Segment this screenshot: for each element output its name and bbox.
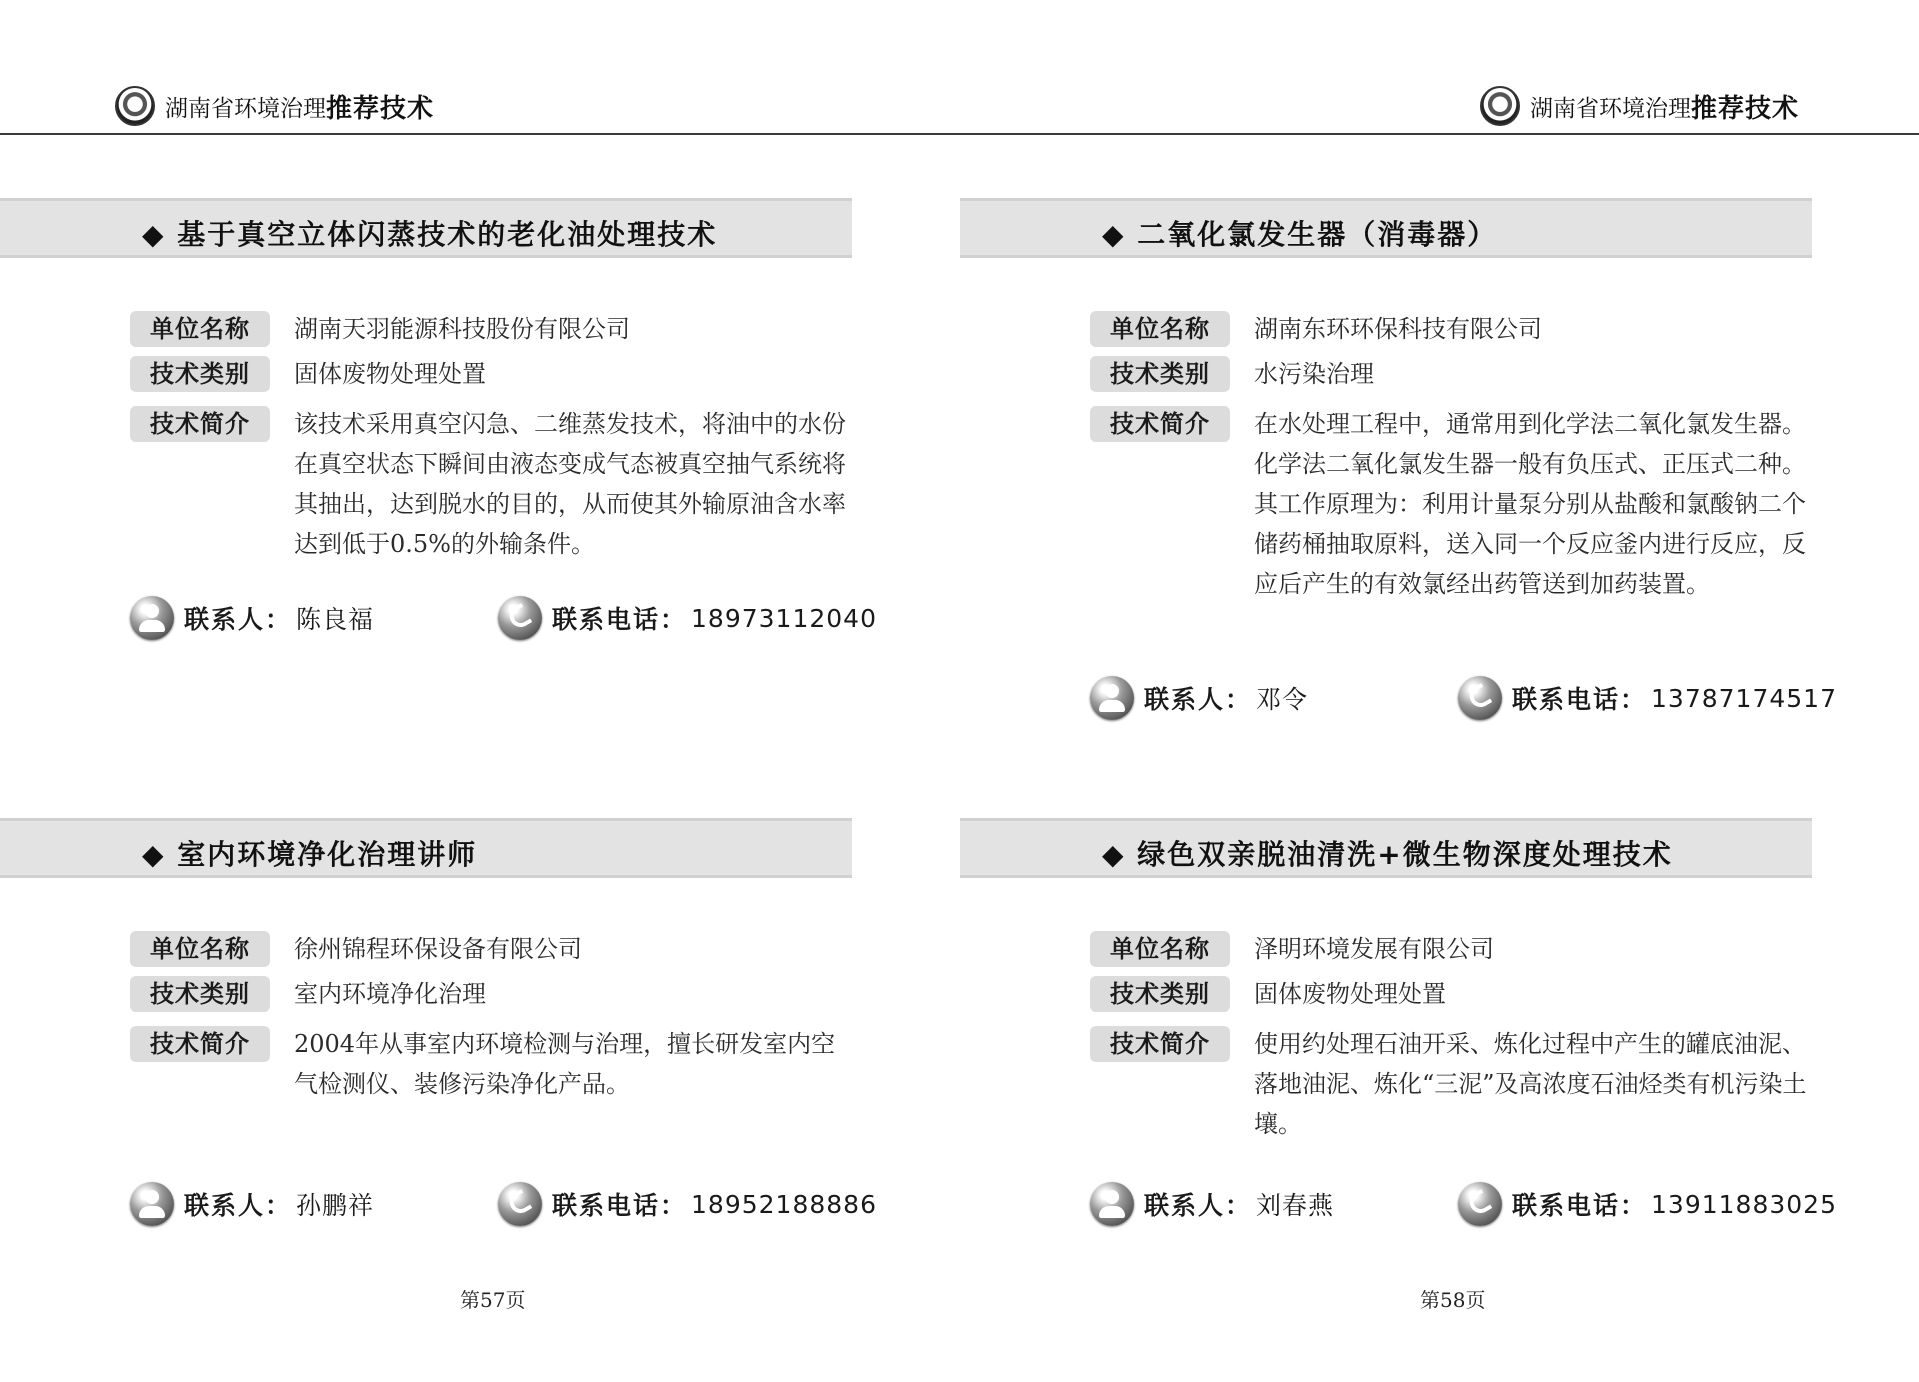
contact-phone-number: 13911883025 [1651,1189,1837,1219]
section-title: ◆ 绿色双亲脱油清洗+微生物深度处理技术 [1102,838,1673,871]
phone-group [1458,676,1837,720]
section-title: ◆ 室内环境净化治理讲师 [142,838,478,871]
contact-person-label: 联系人： [1144,685,1253,714]
phone-icon [1458,676,1502,720]
intro-row [130,406,859,564]
person-icon [1090,1182,1134,1226]
intro-row [130,1026,859,1104]
contact-phone-number: 13787174517 [1651,683,1837,713]
category-value: 水污染治理 [1254,360,1374,388]
phone-group [498,596,877,640]
category-label: 技术类别 [1090,976,1230,1012]
phone-group [498,1182,877,1226]
logo-icon [1480,86,1520,126]
tech-entry-4 [960,818,1860,1238]
category-row [1090,976,1446,1012]
category-value: 固体废物处理处置 [294,360,486,388]
tech-entry-3 [0,818,900,1238]
section-title: ◆ 二氧化氯发生器（消毒器） [1102,218,1498,251]
unit-value: 泽明环境发展有限公司 [1254,935,1494,963]
header-title-emphasis: 推荐技术 [326,93,435,124]
intro-row [1090,406,1819,604]
phone-group [1458,1182,1837,1226]
intro-label: 技术简介 [130,406,270,442]
unit-row [130,311,630,347]
page-number-left: 第57页 [460,1288,526,1312]
contact-person-name: 刘春燕 [1256,1191,1335,1220]
contact-person-label: 联系人： [184,605,293,634]
contact-phone-label: 联系电话： [552,1191,688,1220]
contact-phone-number: 18952188886 [691,1189,877,1219]
intro-text: 使用约处理石油开采、炼化过程中产生的罐底油泥、落地油泥、炼化“三泥”及高浓度石油烃类有机污染土壤。 [1254,1030,1807,1138]
section-title-bar [0,198,852,258]
person-icon [130,1182,174,1226]
contact-person-name: 陈良福 [296,605,375,634]
header-title-prefix: 湖南省环境治理 [1530,95,1691,122]
unit-label: 单位名称 [130,931,270,967]
category-row [130,356,486,392]
intro-text: 该技术采用真空闪急、二维蒸发技术，将油中的水份在真空状态下瞬间由液态变成气态被真空抽气系统将其抽出，达到脱水的目的，从而使其外输原油含水率达到低于0.5%的外输条件。 [294,410,846,558]
person-icon [1090,676,1134,720]
intro-row [1090,1026,1819,1144]
header-title-prefix: 湖南省环境治理 [165,95,326,122]
intro-label: 技术简介 [1090,406,1230,442]
unit-value: 湖南天羽能源科技股份有限公司 [294,315,630,343]
header-title-emphasis: 推荐技术 [1691,93,1800,124]
unit-value: 徐州锦程环保设备有限公司 [294,935,582,963]
section-title-bar [960,198,1812,258]
person-icon [130,596,174,640]
tech-entry-2 [960,198,1860,738]
category-row [1090,356,1374,392]
contact-phone-label: 联系电话： [1512,685,1648,714]
contact-phone-label: 联系电话： [1512,1191,1648,1220]
category-value: 固体废物处理处置 [1254,980,1446,1008]
unit-label: 单位名称 [1090,931,1230,967]
page-number-right: 第58页 [1420,1288,1486,1312]
category-value: 室内环境净化治理 [294,980,486,1008]
unit-value: 湖南东环环保科技有限公司 [1254,315,1542,343]
page-header-left [115,84,434,128]
contact-person-name: 孙鹏祥 [296,1191,375,1220]
contact-person-name: 邓令 [1256,685,1309,714]
contact-row [130,594,877,642]
header-divider [0,133,1919,135]
logo-icon [115,86,155,126]
unit-label: 单位名称 [130,311,270,347]
category-label: 技术类别 [130,356,270,392]
section-title-bar [960,818,1812,878]
contact-phone-label: 联系电话： [552,605,688,634]
unit-row [1090,311,1542,347]
unit-row [1090,931,1494,967]
category-label: 技术类别 [1090,356,1230,392]
phone-icon [498,1182,542,1226]
intro-label: 技术简介 [1090,1026,1230,1062]
page-header-right [1480,84,1799,128]
contact-person-label: 联系人： [184,1191,293,1220]
contact-phone-number: 18973112040 [691,603,877,633]
unit-row [130,931,582,967]
contact-row [1090,1180,1837,1228]
contact-row [1090,674,1837,722]
phone-icon [1458,1182,1502,1226]
category-label: 技术类别 [130,976,270,1012]
intro-text: 2004年从事室内环境检测与治理，擅长研发室内空气检测仪、装修污染净化产品。 [294,1030,836,1098]
tech-entry-1 [0,198,900,658]
contact-row [130,1180,877,1228]
intro-text: 在水处理工程中，通常用到化学法二氧化氯发生器。化学法二氧化氯发生器一般有负压式、正压式二种。其工作原理为：利用计量泵分别从盐酸和氯酸钠二个储药桶抽取原料，送入同一个反应釜内进行反应，反应后产生的有效氯经出药管送到加药装置。 [1254,410,1806,598]
section-title-bar [0,818,852,878]
section-title: ◆ 基于真空立体闪蒸技术的老化油处理技术 [142,218,718,251]
intro-label: 技术简介 [130,1026,270,1062]
category-row [130,976,486,1012]
unit-label: 单位名称 [1090,311,1230,347]
contact-person-label: 联系人： [1144,1191,1253,1220]
phone-icon [498,596,542,640]
